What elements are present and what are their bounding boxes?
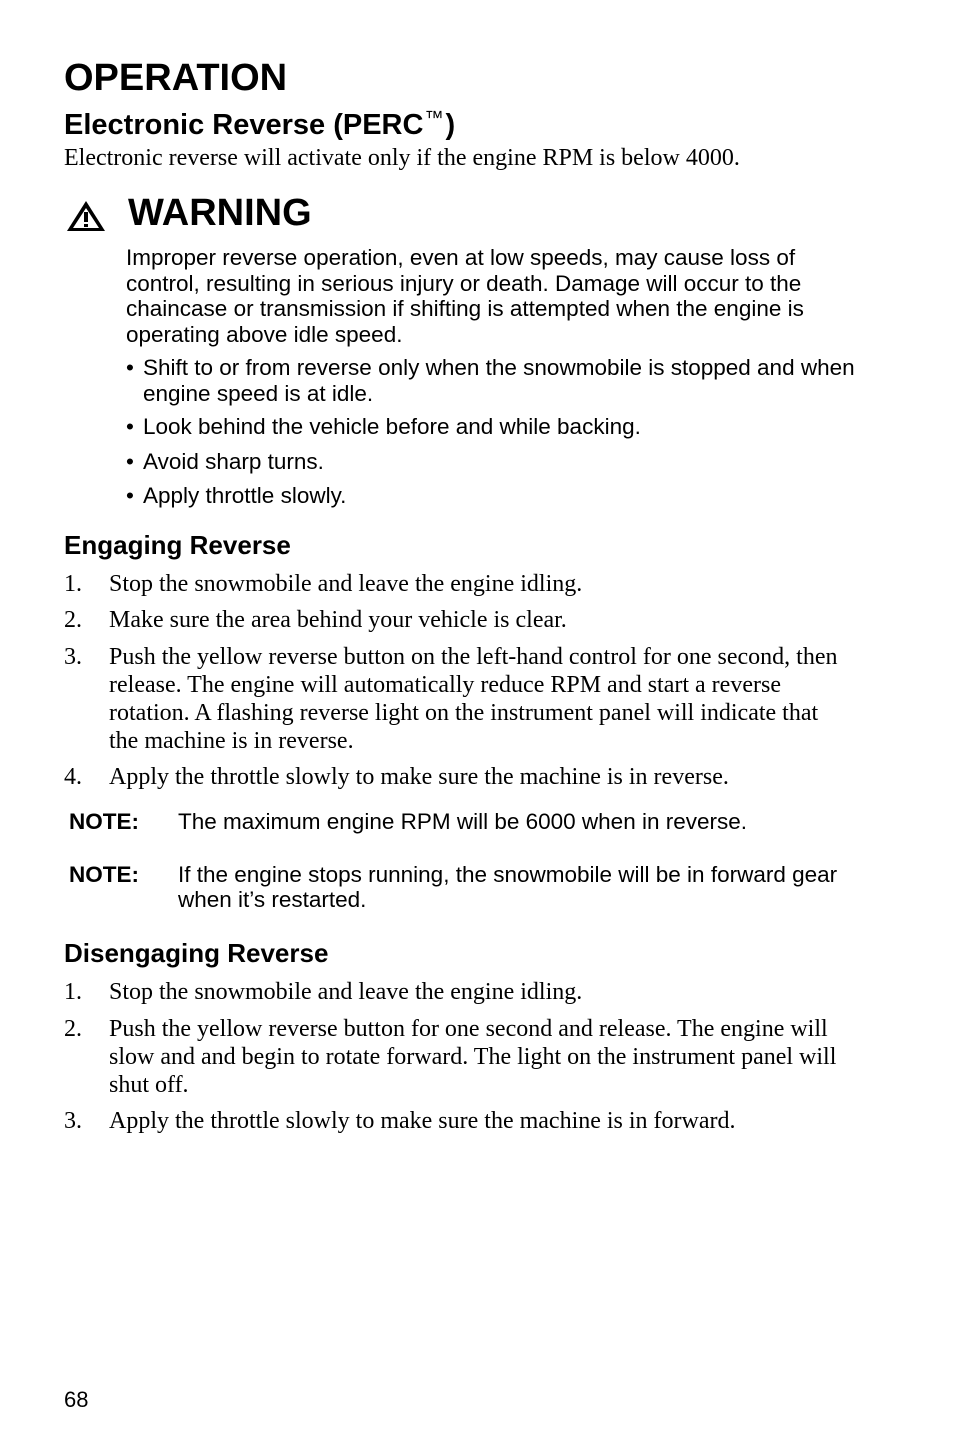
note-label: NOTE: <box>69 809 139 834</box>
step-number: 2. <box>64 1016 82 1042</box>
step-text: Make sure the area behind your vehicle is clear. <box>109 607 567 633</box>
engaging-step <box>64 643 844 755</box>
disengaging-step <box>64 1107 864 1135</box>
engaging-reverse-heading: Engaging Reverse <box>64 530 291 560</box>
step-text: Stop the snowmobile and leave the engine idling. <box>109 979 583 1005</box>
disengaging-step <box>64 978 864 1006</box>
engaging-step <box>64 763 864 791</box>
warning-bullet <box>126 483 866 509</box>
disengaging-step <box>64 1015 864 1099</box>
note-text: If the engine stops running, the snowmobile will be in forward gear when it’s restarted. <box>178 862 838 912</box>
warning-bullet-text: Look behind the vehicle before and while backing. <box>143 414 641 439</box>
warning-bullet-text: Shift to or from reverse only when the snowmobile is stopped and when engine speed is at idle. <box>143 355 855 406</box>
trademark-symbol: ™ <box>424 108 444 129</box>
step-text: Stop the snowmobile and leave the engine idling. <box>109 571 583 597</box>
warning-bullet <box>126 414 866 440</box>
warning-triangle-icon <box>66 200 106 232</box>
warning-bullet-text: Avoid sharp turns. <box>143 449 324 474</box>
disengaging-reverse-heading: Disengaging Reverse <box>64 938 329 968</box>
note <box>69 809 869 834</box>
step-number: 3. <box>64 644 82 670</box>
step-number: 2. <box>64 607 82 633</box>
step-text: Push the yellow reverse button for one second and release. The engine will slow and and begin to rotate forward. The light on the instrument panel will shut off. <box>109 1016 837 1098</box>
note-label: NOTE: <box>69 862 139 887</box>
intro-paragraph: Electronic reverse will activate only if the engine RPM is below 4000. <box>64 145 740 171</box>
step-number: 4. <box>64 764 82 790</box>
bullet-symbol: • <box>126 483 134 508</box>
step-number: 1. <box>64 979 82 1005</box>
subsection-title-text: Electronic Reverse (PERC <box>64 109 424 141</box>
note <box>69 862 869 912</box>
warning-bullet-text: Apply throttle slowly. <box>143 483 347 508</box>
engaging-step <box>64 570 864 598</box>
bullet-symbol: • <box>126 355 134 380</box>
note-text: The maximum engine RPM will be 6000 when in reverse. <box>178 809 748 834</box>
bullet-symbol: • <box>126 449 134 474</box>
subsection-title-close: ) <box>445 109 456 141</box>
warning-title: WARNING <box>128 192 312 234</box>
warning-bullet <box>126 449 866 475</box>
warning-paragraph: Improper reverse operation, even at low speeds, may cause loss of control, resulting in serious injury or death. Damage will occur to the chaincase or transmission if shifting is attempted when the engine is operating above idle speed. <box>126 245 804 347</box>
page-number: 68 <box>64 1387 89 1412</box>
subsection-title <box>64 101 455 143</box>
step-text: Apply the throttle slowly to make sure the machine is in reverse. <box>109 764 729 790</box>
warning-bullet <box>126 355 866 406</box>
step-number: 1. <box>64 571 82 597</box>
step-number: 3. <box>64 1108 82 1134</box>
section-title: OPERATION <box>64 57 288 99</box>
step-text: Apply the throttle slowly to make sure the machine is in forward. <box>109 1108 736 1134</box>
engaging-step <box>64 606 864 634</box>
step-text: Push the yellow reverse button on the left-hand control for one second, then release. The engine will automatically reduce RPM and start a reverse rotation. A flashing reverse light on the instrument panel will indicate that the machine is in reverse. <box>109 644 838 754</box>
bullet-symbol: • <box>126 414 134 439</box>
